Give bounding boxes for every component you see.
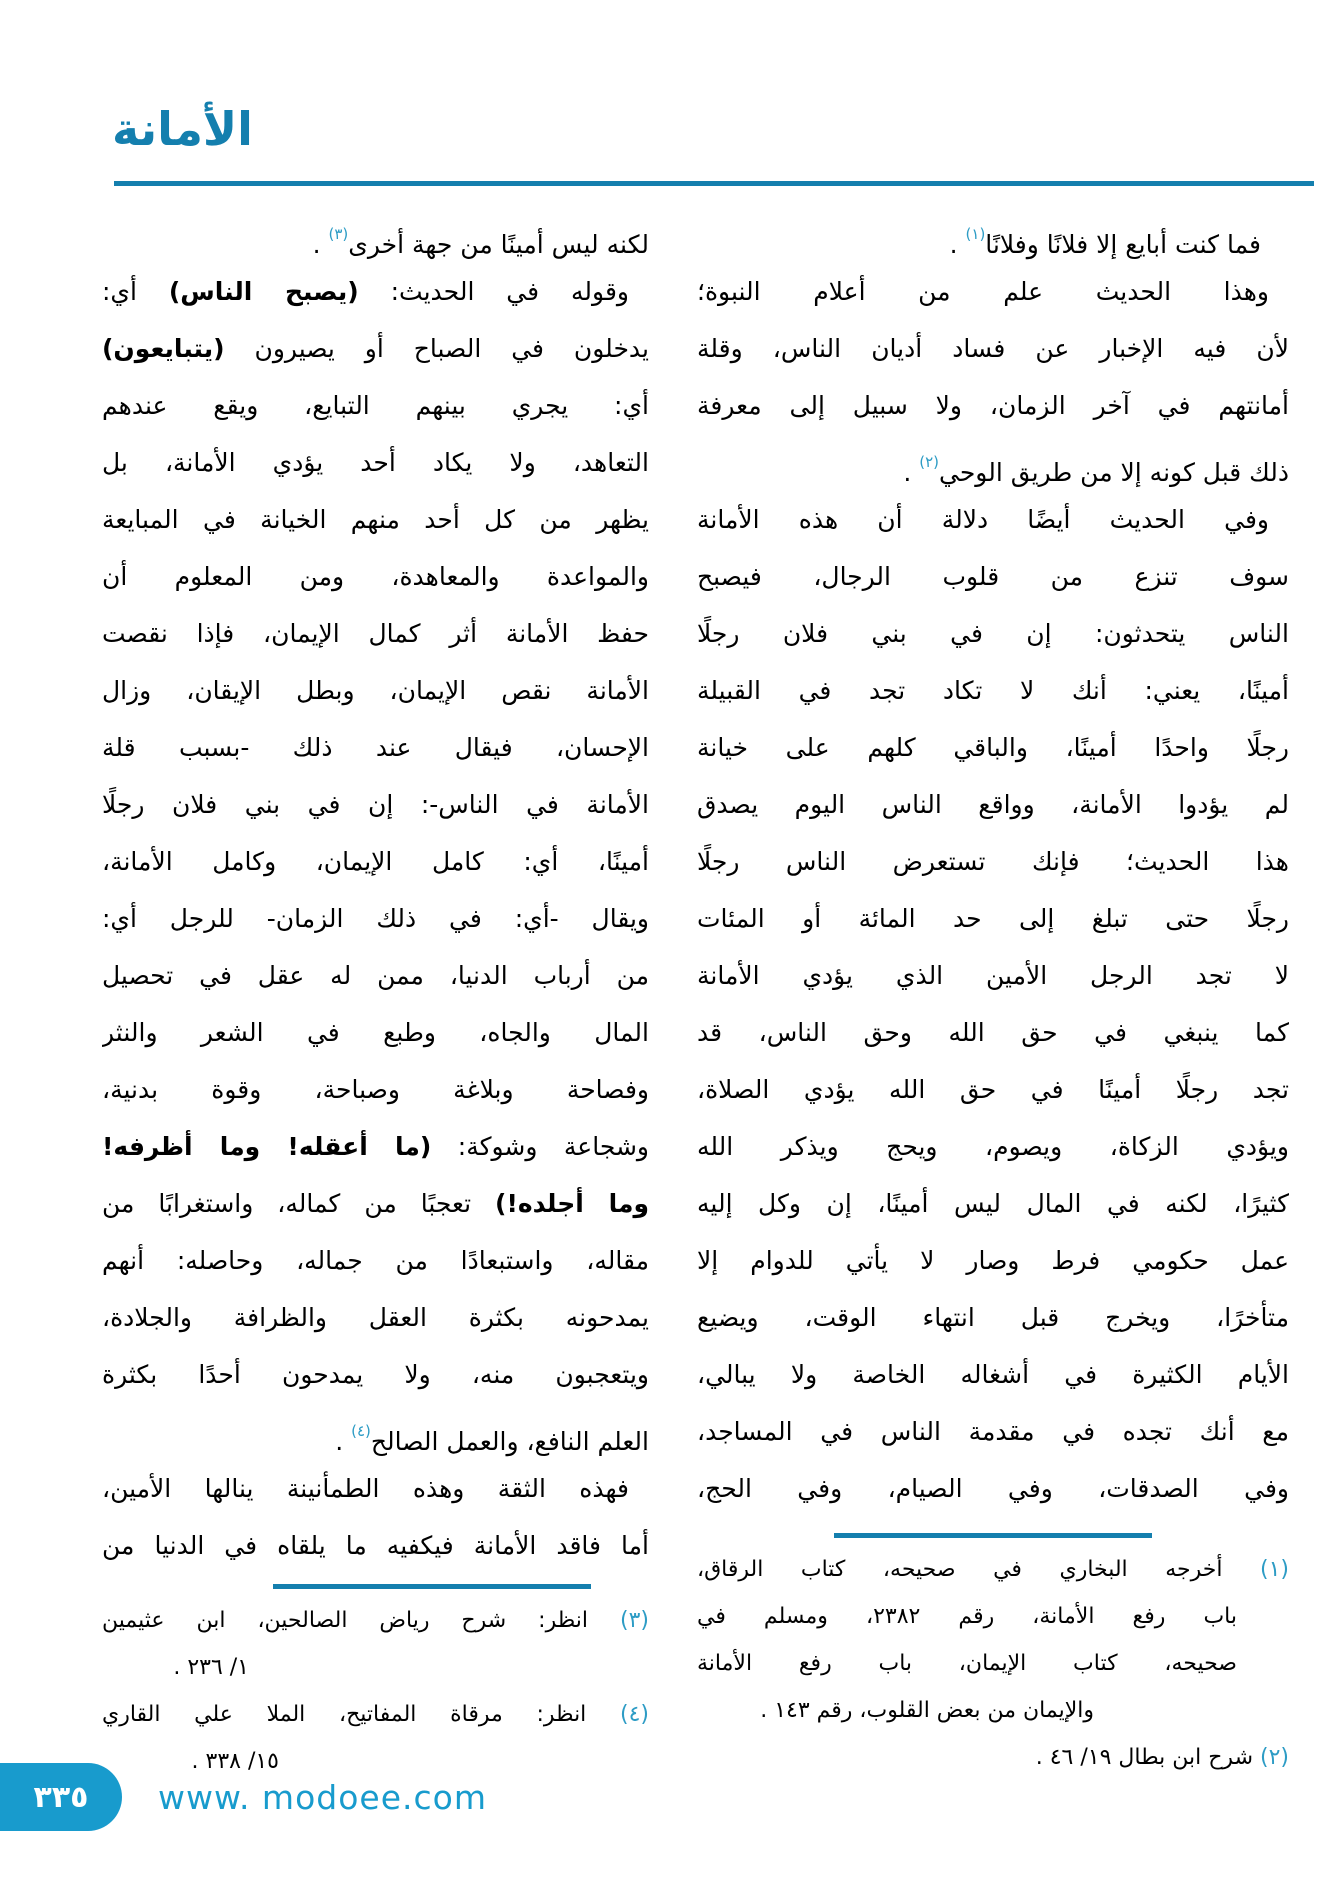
text-run: وفصاحة وبلاغة وصباحة، وقوة بدنية، [102, 1075, 649, 1104]
bold-text: وما أجلده!) [495, 1189, 649, 1218]
text-line [102, 1403, 649, 1460]
text-line [697, 548, 1289, 605]
text-run: مع أنك تجده في مقدمة الناس في المساجد، [697, 1417, 1289, 1446]
text-run: الأمانة في الناس-: إن في بني فلان رجلًا [102, 790, 649, 819]
bold-text: (يصبح الناس) [168, 277, 359, 306]
bold-text: (ما أعقله! وما أظرفه! [102, 1132, 432, 1161]
text-line [102, 1232, 649, 1289]
text-run: وشجاعة وشوكة: [431, 1132, 649, 1161]
text-run: الأيام الكثيرة في أشغاله الخاصة ولا يبالي، [697, 1360, 1289, 1389]
text-run: كما ينبغي في حق الله وحق الناس، قد [697, 1018, 1289, 1047]
text-line [697, 1175, 1289, 1232]
text-run: التعاهد، ولا يكاد أحد يؤدي الأمانة، بل [102, 448, 649, 477]
footnote-line [102, 1597, 649, 1644]
footnote-line [697, 1734, 1289, 1781]
column-right [697, 206, 1289, 1785]
text-line [697, 1403, 1289, 1460]
text-line [102, 662, 649, 719]
page-title: الأمانة [112, 102, 253, 156]
text-run: لا تجد الرجل الأمين الذي يؤدي الأمانة [697, 961, 1289, 990]
text-line [697, 1460, 1289, 1517]
text-run: يظهر من كل أحد منهم الخيانة في المبايعة [102, 505, 649, 534]
text-line [102, 1061, 649, 1118]
footnote-separator [273, 1584, 591, 1589]
footnote-number: (١) [1222, 1557, 1289, 1582]
text-line [102, 548, 649, 605]
footnote-ref: (٢) [919, 453, 939, 471]
text-line [102, 206, 649, 263]
text-run: والإيمان من بعض القلوب، رقم ١٤٣ . [760, 1698, 1094, 1723]
text-run: انظر: شرح رياض الصالحين، ابن عثيمين [102, 1608, 589, 1633]
text-line [102, 605, 649, 662]
text-run: ويؤدي الزكاة، ويصوم، ويحج ويذكر الله [697, 1132, 1289, 1161]
text-run: ويتعجبون منه، ولا يمدحون أحدًا بكثرة [102, 1360, 649, 1389]
text-run: الأمانة نقص الإيمان، وبطل الإيقان، وزال [102, 676, 649, 705]
text-line [102, 719, 649, 776]
text-run: . [312, 230, 329, 259]
text-run: لم يؤدوا الأمانة، وواقع الناس اليوم يصدق [697, 790, 1289, 819]
footnote-number: (٤) [586, 1702, 649, 1727]
text-line [697, 1061, 1289, 1118]
text-line [102, 320, 649, 377]
header-rule [114, 181, 1314, 186]
text-line [102, 1004, 649, 1061]
text-run: حفظ الأمانة أثر كمال الإيمان، فإذا نقصت [102, 619, 649, 648]
text-run: مقاله، واستبعادًا من جماله، وحاصله: أنهم [102, 1246, 649, 1275]
text-run: أي: يجري بينهم التبايع، ويقع عندهم [102, 391, 649, 420]
text-run: ذلك قبل كونه إلا من طريق الوحي [939, 458, 1289, 487]
text-run: . [949, 230, 966, 259]
page-number-badge [0, 1763, 122, 1831]
column-right-body [697, 206, 1289, 1517]
text-line [697, 1289, 1289, 1346]
text-run: أمانتهم في آخر الزمان، ولا سبيل إلى معرفة [697, 391, 1289, 420]
text-run: هذا الحديث؛ فإنك تستعرض الناس رجلًا [697, 847, 1289, 876]
text-line [102, 1346, 649, 1403]
text-run: لأن فيه الإخبار عن فساد أديان الناس، وقلة [697, 334, 1289, 363]
text-run: انظر: مرقاة المفاتيح، الملا علي القاري [102, 1702, 587, 1727]
footnote-ref: (٤) [351, 1422, 371, 1440]
footnote-line [697, 1640, 1289, 1687]
text-line [697, 776, 1289, 833]
text-line [697, 719, 1289, 776]
column-right-footnotes [697, 1546, 1289, 1781]
text-line [102, 947, 649, 1004]
text-line [102, 1118, 649, 1175]
footnote-line [697, 1593, 1289, 1640]
text-line [697, 662, 1289, 719]
text-run: الإحسان، فيقال عند ذلك -بسبب قلة [102, 733, 649, 762]
text-run: وهذا الحديث علم من أعلام النبوة؛ [697, 277, 1269, 306]
footnote-separator [834, 1533, 1152, 1538]
text-run: لكنه ليس أمينًا من جهة أخرى [348, 230, 649, 259]
text-run: المال والجاه، وطبع في الشعر والنثر [102, 1018, 649, 1047]
text-line [102, 263, 649, 320]
text-line [102, 1175, 649, 1232]
column-left [102, 206, 649, 1785]
text-run: فهذه الثقة وهذه الطمأنينة ينالها الأمين، [102, 1474, 629, 1503]
footnote-number: (٣) [588, 1608, 649, 1633]
text-run: والمواعدة والمعاهدة، ومن المعلوم أن [102, 562, 649, 591]
text-run: ١/ ٢٣٦ . [173, 1655, 249, 1680]
text-run: . [903, 458, 920, 487]
text-run: الناس يتحدثون: إن في بني فلان رجلًا [697, 619, 1289, 648]
text-line [102, 1517, 649, 1574]
text-line [697, 1232, 1289, 1289]
text-run: كثيرًا، لكنه في المال ليس أمينًا، إن وكل إليه [697, 1189, 1289, 1218]
text-line [697, 890, 1289, 947]
text-run: عمل حكومي فرط وصار لا يأتي للدوام إلا [697, 1246, 1289, 1275]
text-run: فما كنت أبايع إلا فلانًا وفلانًا [985, 230, 1261, 259]
footnote-line [102, 1644, 649, 1691]
text-run: وفي الحديث أيضًا دلالة أن هذه الأمانة [697, 505, 1269, 534]
text-run: رجلًا حتى تبلغ إلى حد المائة أو المئات [697, 904, 1289, 933]
text-line [697, 1118, 1289, 1175]
text-run: متأخرًا، ويخرج قبل انتهاء الوقت، ويضيع [697, 1303, 1289, 1332]
text-line [697, 320, 1289, 377]
text-line [102, 377, 649, 434]
website-url: www. modoee.com [158, 1778, 487, 1817]
text-run: أي: [102, 277, 169, 306]
footnote-line [697, 1546, 1289, 1593]
text-line [697, 491, 1289, 548]
text-line [697, 605, 1289, 662]
column-left-footnotes [102, 1597, 649, 1785]
text-line [102, 491, 649, 548]
text-line [102, 434, 649, 491]
text-run: أمينًا، يعني: أنك لا تكاد تجد في القبيلة [697, 676, 1289, 705]
text-run: من أرباب الدنيا، ممن له عقل في تحصيل [102, 961, 649, 990]
text-line [102, 1289, 649, 1346]
text-run: تعجبًا من كماله، واستغرابًا من [102, 1189, 496, 1218]
text-line [697, 434, 1289, 491]
text-run: صحيحه، كتاب الإيمان، باب رفع الأمانة [697, 1651, 1237, 1676]
text-run: يدخلون في الصباح أو يصيرون [224, 334, 649, 363]
text-run: أخرجه البخاري في صحيحه، كتاب الرقاق، [697, 1557, 1223, 1582]
text-run: أما فاقد الأمانة فيكفيه ما يلقاه في الدنيا من [102, 1531, 649, 1560]
text-run: رجلًا واحدًا أمينًا، والباقي كلهم على خيانة [697, 733, 1289, 762]
text-line [102, 890, 649, 947]
text-run: وفي الصدقات، وفي الصيام، وفي الحج، [697, 1474, 1289, 1503]
footnote-ref: (٣) [328, 225, 349, 243]
text-run: باب رفع الأمانة، رقم ٢٣٨٢، ومسلم في [697, 1604, 1237, 1629]
text-run: شرح ابن بطال ١٩/ ٤٦ . [1035, 1745, 1253, 1770]
text-run: سوف تنزع من قلوب الرجال، فيصبح [697, 562, 1289, 591]
text-line [697, 833, 1289, 890]
text-line [102, 833, 649, 890]
text-line [102, 776, 649, 833]
text-run: وقوله في الحديث: [358, 277, 629, 306]
text-line [697, 206, 1289, 263]
text-run: . [335, 1427, 352, 1456]
text-line [697, 263, 1289, 320]
text-run: ويقال -أي: في ذلك الزمان- للرجل أي: [102, 904, 649, 933]
footnote-line [697, 1687, 1289, 1734]
text-run: العلم النافع، والعمل الصالح [370, 1427, 649, 1456]
text-line [697, 377, 1289, 434]
footnote-line [102, 1691, 649, 1738]
text-run: تجد رجلًا أمينًا في حق الله يؤدي الصلاة، [697, 1075, 1289, 1104]
column-left-body [102, 206, 649, 1574]
text-line [102, 1460, 649, 1517]
footnote-ref: (١) [965, 225, 986, 243]
text-columns [102, 206, 1289, 1785]
text-run: ١٥/ ٣٣٨ . [191, 1749, 279, 1774]
text-line [697, 1346, 1289, 1403]
text-run: يمدحونه بكثرة العقل والظرافة والجلادة، [102, 1303, 649, 1332]
page-number: ٣٣٥ [33, 1779, 89, 1815]
footnote-number: (٢) [1253, 1745, 1289, 1770]
text-run: أمينًا، أي: كامل الإيمان، وكامل الأمانة، [102, 847, 649, 876]
text-line [697, 947, 1289, 1004]
bold-text: (يتبايعون) [102, 334, 225, 363]
text-line [697, 1004, 1289, 1061]
